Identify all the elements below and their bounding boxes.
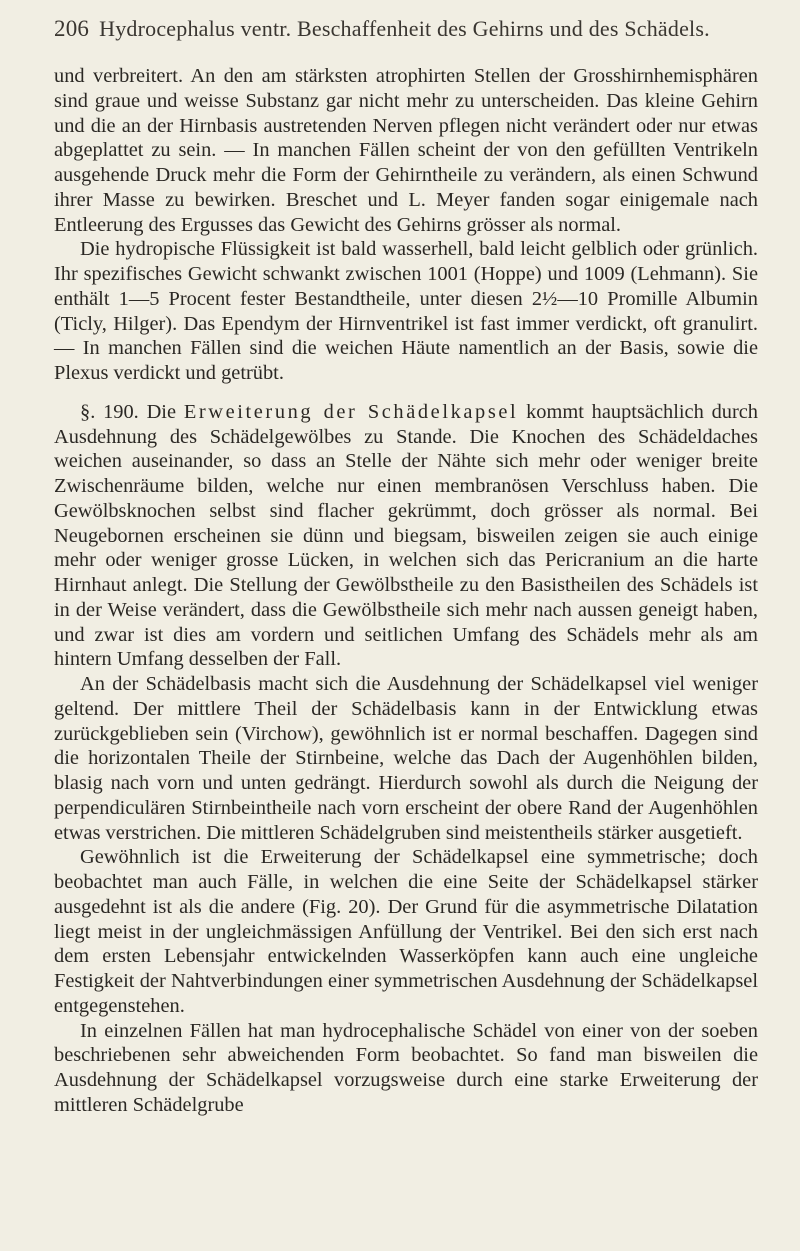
section-text: kommt hauptsächlich durch Ausdehnung des Schädelgewölbes zu Stande. Die Knochen des Schädeldaches weichen auseinander, so dass an Stelle der Nähte sich mehr oder weniger breite Zwischenräume bilden, welche nur einen membranösen Verschluss haben. Die Gewölbsknochen selbst sind flacher gekrümmt, doch grösser als normal. Bei Neugebornen erscheinen sie dünn und biegsam, bisweilen zeigen sie auch einige mehr oder weniger grosse Lücken, in welchen sich das Pericranium an die harte Hirnhaut anlegt. Die Stellung der Gewölbstheile zu den Basistheilen des Schädels ist in der Weise verändert, dass die Gewölbstheile sich mehr nach aussen geneigt haben, und zwar ist dies am vordern und seitlichen Umfang des Schädels mehr als am hintern Umfang desselben der Fall.	[54, 400, 758, 671]
page-number: 206	[54, 16, 90, 41]
section-prefix: §. 190. Die	[80, 400, 184, 423]
section-emphasis: Erweiterung der Schädelkapsel	[183, 400, 519, 423]
body-text	[54, 64, 758, 1118]
paragraph-5: Gewöhnlich ist die Erweiterung der Schädelkapsel eine symmetrische; doch beobachtet man auch Fälle, in welchen die eine Seite der Schädelkapsel stärker ausgedehnt ist als die andere (Fig. 20). Der Grund für die asymmetrische Dilatation liegt meist in der ungleichmässigen Anfüllung der Ventrikel. Bei den sich erst nach dem ersten Lebensjahr entwickelnden Wasserköpfen kann auch eine ungleiche Festigkeit der Nahtverbindungen einer symmetrischen Ausdehnung der Schädelkapsel entgegenstehen.	[54, 846, 758, 1017]
paragraph-2: Die hydropische Flüssigkeit ist bald wasserhell, bald leicht gelblich oder grünlich. Ihr spezifisches Gewicht schwankt zwischen 1001 (Hoppe) und 1009 (Lehmann). Sie enthält 1—5 Procent fester Bestandtheile, unter diesen 2½—10 Promille Albumin (Ticly, Hilger). Das Ependym der Hirnventrikel ist fast immer verdickt, oft granulirt. — In manchen Fällen sind die weichen Häute namentlich an der Basis, sowie die Plexus verdickt und getrübt.	[54, 238, 758, 384]
running-title: Hydrocephalus ventr. Beschaffenheit des Gehirns und des Schädels.	[99, 16, 710, 41]
paragraph-6: In einzelnen Fällen hat man hydrocephalische Schädel von einer von der soeben beschriebenen sehr abweichenden Form beobachtet. So fand man bisweilen die Ausdehnung der Schädelkapsel vorzugsweise durch eine starke Erweiterung der mittleren Schädelgrube	[54, 1019, 758, 1116]
running-head	[54, 16, 758, 50]
paragraph-4: An der Schädelbasis macht sich die Ausdehnung der Schädelkapsel viel weniger geltend. Der mittlere Theil der Schädelbasis kann in der Entwicklung etwas zurückgeblieben sein (Virchow), gewöhnlich ist er normal beschaffen. Dagegen sind die horizontalen Theile der Stirnbeine, welche das Dach der Augenhöhlen bilden, blasig nach vorn und unten gedrängt. Hierdurch sowohl als durch die Neigung der perpendiculären Stirnbeintheile nach vorn erscheint der obere Rand der Augenhöhlen etwas verstrichen. Die mittleren Schädelgruben sind meistentheils stärker ausgetieft.	[54, 673, 758, 844]
paragraph-section-190	[54, 400, 758, 672]
paragraph-1: und verbreitert. An den am stärksten atrophirten Stellen der Grosshirnhemisphären sind graue und weisse Substanz gar nicht mehr zu unterscheiden. Das kleine Gehirn und die an der Hirnbasis austretenden Nerven pflegen nicht verändert oder nur etwas abgeplattet zu sein. — In manchen Fällen scheint der von den gefüllten Ventrikeln ausgehende Druck mehr die Form der Gehirntheile zu verändern, als einen Schwund ihrer Masse zu bewirken. Breschet und L. Meyer fanden sogar einigemale nach Entleerung des Ergusses das Gewicht des Gehirns grösser als normal.	[54, 65, 758, 236]
